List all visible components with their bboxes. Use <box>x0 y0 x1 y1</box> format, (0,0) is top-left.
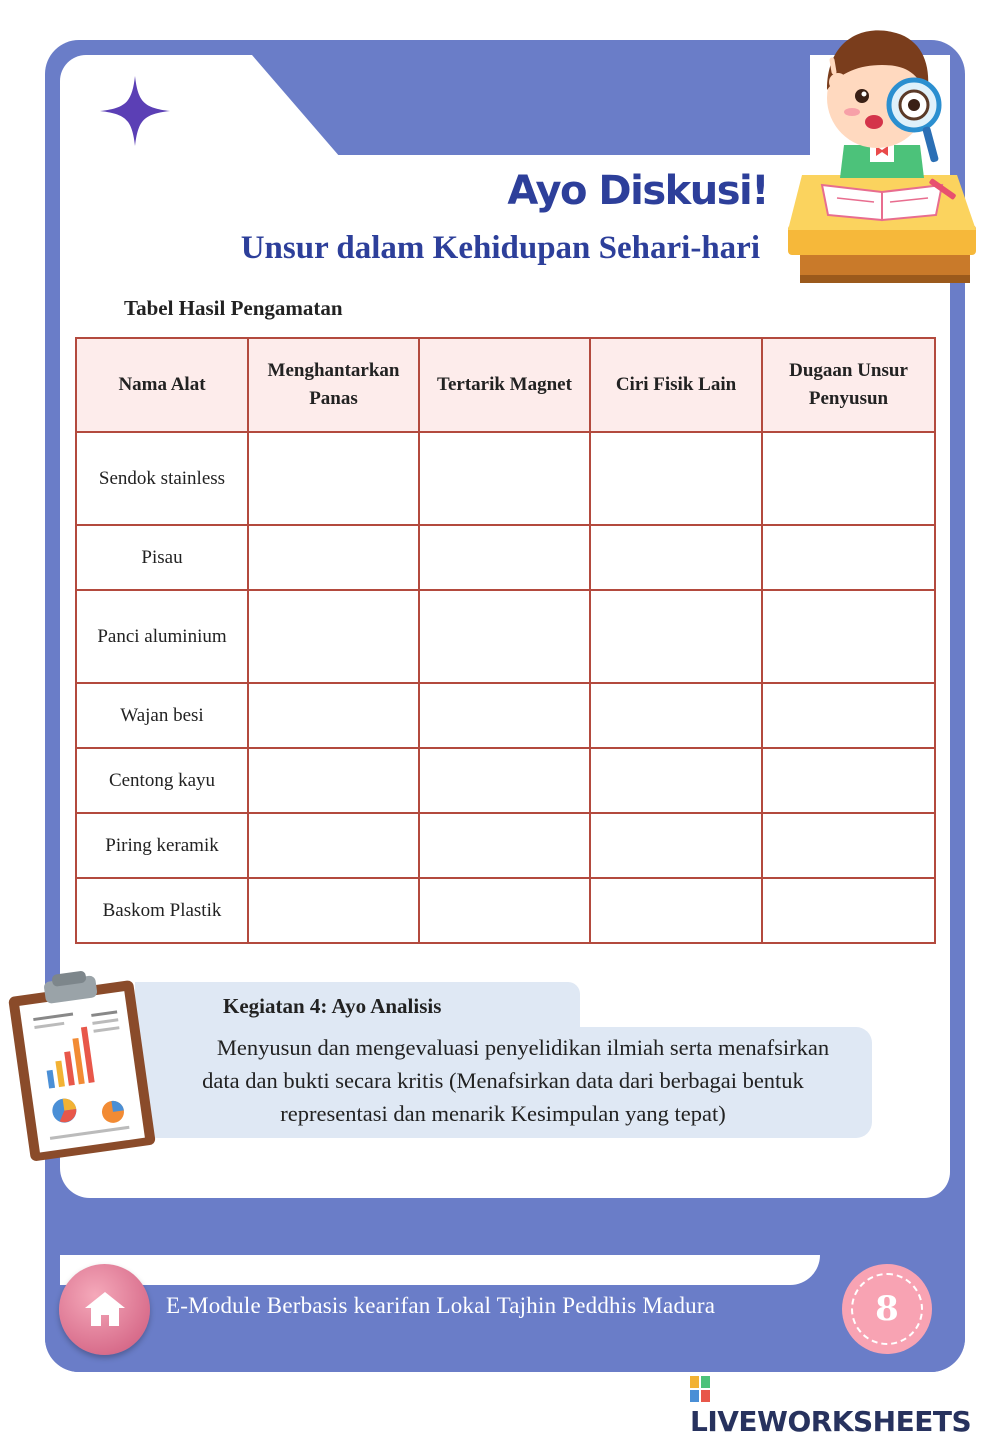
answer-cell[interactable] <box>248 748 419 813</box>
answer-cell[interactable] <box>248 525 419 590</box>
home-button[interactable] <box>59 1264 150 1355</box>
page-number: 8 <box>875 1289 899 1329</box>
answer-cell[interactable] <box>762 878 935 943</box>
activity-line-2: data dan bukti secara kritis (Menafsirkan data dari berbagai bentuk <box>202 1068 804 1093</box>
row-label: Wajan besi <box>76 683 248 748</box>
page-number-badge <box>842 1264 932 1354</box>
answer-cell[interactable] <box>762 683 935 748</box>
table-row <box>76 748 935 813</box>
footer-wave <box>60 1255 820 1285</box>
answer-cell[interactable] <box>419 748 590 813</box>
table-row <box>76 683 935 748</box>
answer-cell[interactable] <box>762 525 935 590</box>
answer-cell[interactable] <box>248 683 419 748</box>
column-header-tool-name: Nama Alat <box>76 338 248 432</box>
table-row <box>76 432 935 525</box>
answer-cell[interactable] <box>762 590 935 683</box>
observation-table <box>75 337 936 944</box>
liveworksheets-watermark <box>690 1372 994 1438</box>
page-title: Unsur dalam Kehidupan Sehari-hari <box>240 230 760 266</box>
activity-line-3: representasi dan menarik Kesimpulan yang tepat) <box>280 1101 726 1126</box>
row-label: Sendok stainless <box>76 432 248 525</box>
table-caption: Tabel Hasil Pengamatan <box>124 296 343 320</box>
table-row <box>76 878 935 943</box>
answer-cell[interactable] <box>248 432 419 525</box>
row-label: Pisau <box>76 525 248 590</box>
answer-cell[interactable] <box>762 813 935 878</box>
column-header-element-guess: Dugaan Unsur Penyusun <box>762 338 935 432</box>
answer-cell[interactable] <box>590 748 762 813</box>
row-label: Baskom Plastik <box>76 878 248 943</box>
answer-cell[interactable] <box>419 525 590 590</box>
row-label: Panci aluminium <box>76 590 248 683</box>
answer-cell[interactable] <box>248 813 419 878</box>
table-row <box>76 525 935 590</box>
answer-cell[interactable] <box>419 878 590 943</box>
kid-with-magnifier-illustration <box>782 10 982 288</box>
column-header-heat-conductor: Menghantarkan Panas <box>248 338 419 432</box>
footer-bar <box>45 1275 965 1372</box>
answer-cell[interactable] <box>248 878 419 943</box>
answer-cell[interactable] <box>762 748 935 813</box>
watermark-text: LIVEWORKSHEETS <box>690 1405 972 1438</box>
liveworksheets-logo-icon <box>690 1376 710 1402</box>
activity-title: Kegiatan 4: Ayo Analisis <box>223 994 442 1018</box>
row-label: Piring keramik <box>76 813 248 878</box>
answer-cell[interactable] <box>419 683 590 748</box>
answer-cell[interactable] <box>590 590 762 683</box>
answer-cell[interactable] <box>419 432 590 525</box>
activity-line-1: Menyusun dan mengevaluasi penyelidikan ilmiah serta menafsirkan <box>216 1035 830 1060</box>
column-header-magnetic: Tertarik Magnet <box>419 338 590 432</box>
table-header-row <box>76 338 935 432</box>
answer-cell[interactable] <box>248 590 419 683</box>
answer-cell[interactable] <box>590 432 762 525</box>
table-row <box>76 590 935 683</box>
row-label: Centong kayu <box>76 748 248 813</box>
clipboard-chart-icon <box>0 966 160 1162</box>
answer-cell[interactable] <box>419 590 590 683</box>
answer-cell[interactable] <box>590 683 762 748</box>
module-footer-text: E-Module Berbasis kearifan Lokal Tajhin Peddhis Madura <box>166 1293 716 1318</box>
section-heading: Ayo Diskusi! <box>507 168 768 214</box>
home-icon <box>83 1290 127 1328</box>
activity-description <box>148 1031 858 1130</box>
answer-cell[interactable] <box>590 525 762 590</box>
column-header-physical-traits: Ciri Fisik Lain <box>590 338 762 432</box>
answer-cell[interactable] <box>762 432 935 525</box>
table-row <box>76 813 935 878</box>
sparkle-star-icon <box>98 74 172 148</box>
answer-cell[interactable] <box>419 813 590 878</box>
answer-cell[interactable] <box>590 878 762 943</box>
answer-cell[interactable] <box>590 813 762 878</box>
